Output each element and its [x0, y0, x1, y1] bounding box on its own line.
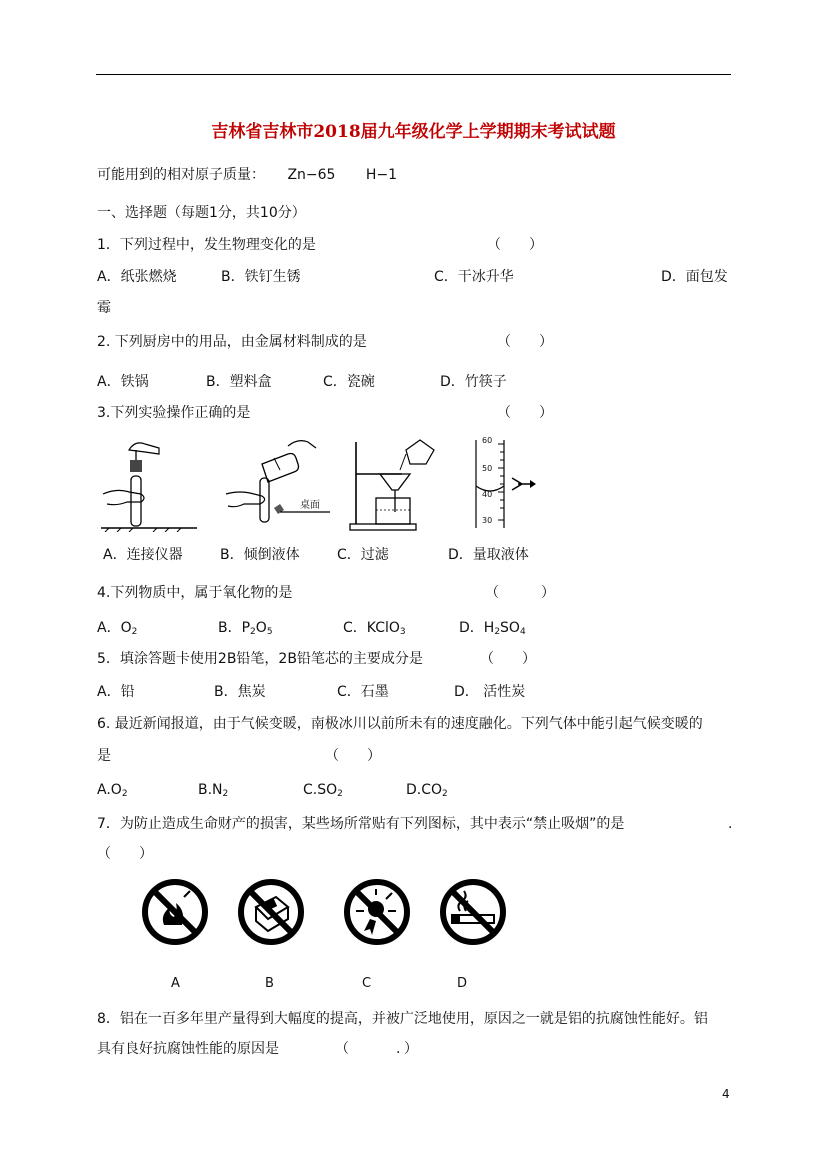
q3-answer-paren: （ ） [497, 405, 553, 421]
q3-figure-b-desk-line [280, 510, 330, 514]
q5-option-b: B．焦炭 [214, 684, 266, 700]
q8-stem-cont: 具有良好抗腐蚀性能的原因是 [97, 1041, 279, 1057]
q3-figure-b-pour-liquid [222, 436, 322, 532]
q4-option-d: D．$H_2SO_4$ [459, 620, 526, 637]
q1-option-a: A．纸张燃烧 [97, 269, 177, 285]
q7-label-b: B [265, 976, 274, 991]
q3-option-b: B．倾倒液体 [220, 547, 300, 563]
q1-option-d-cont: 霉 [97, 300, 111, 316]
q4-stem: 4.下列物质中，属于氧化物的是 [97, 585, 293, 601]
q2-option-c: C．瓷碗 [323, 374, 375, 390]
q6-stem-cont: 是 [97, 748, 111, 764]
q3-stem: 3.下列实验操作正确的是 [97, 405, 251, 421]
q5-option-a: A．铅 [97, 684, 135, 700]
page-title: 吉林省吉林市2018届九年级化学上学期期末考试试题 [211, 122, 616, 142]
q3-option-a: A．连接仪器 [103, 547, 183, 563]
q7-sign-c-no-fireworks-icon [342, 877, 412, 947]
q2-option-b: B．塑料盒 [206, 374, 272, 390]
q7-label-c: C [362, 976, 372, 991]
atomic-mass-zn: Zn−65 [287, 167, 336, 183]
q1-stem: 1．下列过程中，发生物理变化的是 [97, 237, 316, 253]
q2-answer-paren: （ ） [497, 334, 553, 350]
q3-scale-tick-60: 60 [482, 436, 493, 445]
q7-sign-d-no-smoking-icon [438, 877, 508, 947]
q1-answer-paren: （ ） [487, 237, 543, 253]
q3-figure-a-connect-apparatus [99, 436, 199, 532]
q8-paren-left: （ [335, 1041, 349, 1057]
q5-answer-paren: （ ） [480, 651, 536, 667]
q3-scale-tick-30: 30 [482, 516, 493, 525]
q8-stem: 8．铝在一百多年里产量得到大幅度的提高，并被广泛地使用，原因之一就是铝的抗腐蚀性能好。铝 [97, 1011, 708, 1027]
q6-option-d: $D.CO_2$ [406, 782, 448, 799]
q7-label-a: A [171, 976, 180, 991]
q7-dot: . [728, 816, 733, 832]
q3-figure-c-filtration [346, 436, 446, 532]
q7-stem: 7．为防止造成生命财产的损害，某些场所常贴有下列图标，其中表示“禁止吸烟”的是 [97, 816, 625, 832]
q7-sign-b-no-matches-icon [236, 877, 306, 947]
q8-paren-dot: . [396, 1041, 401, 1057]
q6-answer-paren: （ ） [325, 748, 381, 764]
q6-option-a: $A.O_2$ [97, 782, 128, 799]
atomic-mass-label: 可能用到的相对原子质量： [97, 167, 265, 183]
q1-option-b: B．铁钉生锈 [221, 269, 301, 285]
q8-paren-right: ） [404, 1041, 418, 1057]
q4-answer-paren: （ ） [485, 585, 555, 601]
q5-stem: 5．填涂答题卡使用2B铅笔，2B铅笔芯的主要成分是 [97, 651, 423, 667]
header-rule [96, 74, 731, 75]
atomic-mass-h: H−1 [365, 167, 398, 183]
q3-scale-tick-40: 40 [482, 490, 493, 499]
page-number: 4 [722, 1087, 730, 1101]
q3-figure-b-label: 桌面 [300, 500, 320, 511]
q3-scale-tick-50: 50 [482, 464, 493, 473]
section-heading: 一、选择题（每题1分，共10分） [97, 205, 306, 221]
q2-option-a: A．铁锅 [97, 374, 149, 390]
q3-option-c: C．过滤 [337, 547, 389, 563]
q6-option-b: $B.N_2$ [198, 782, 229, 799]
q1-option-c: C．干冰升华 [434, 269, 514, 285]
q6-option-c: $C.SO_2$ [303, 782, 343, 799]
q4-option-b: B．$P_2O_5$ [218, 620, 273, 637]
q4-option-a: A．$O_2$ [97, 620, 138, 637]
q6-stem: 6. 最近新闻报道，由于气候变暖，南极冰川以前所未有的速度融化。下列气体中能引起气候变暖的 [97, 716, 703, 732]
q2-option-d: D．竹筷子 [440, 374, 507, 390]
atomic-mass-line [97, 166, 397, 184]
q5-option-c: C．石墨 [337, 684, 389, 700]
q4-option-c: C．KClO$_3$ [343, 620, 406, 637]
q7-sign-a-no-fire-icon [140, 877, 210, 947]
q3-option-d: D．量取液体 [448, 547, 529, 563]
q7-answer-paren: （ ） [97, 846, 153, 862]
q7-label-d: D [457, 976, 468, 991]
q2-stem: 2. 下列厨房中的用品，由金属材料制成的是 [97, 334, 367, 350]
q5-option-d: D． 活性炭 [454, 684, 526, 700]
q1-option-d: D．面包发 [661, 269, 728, 285]
